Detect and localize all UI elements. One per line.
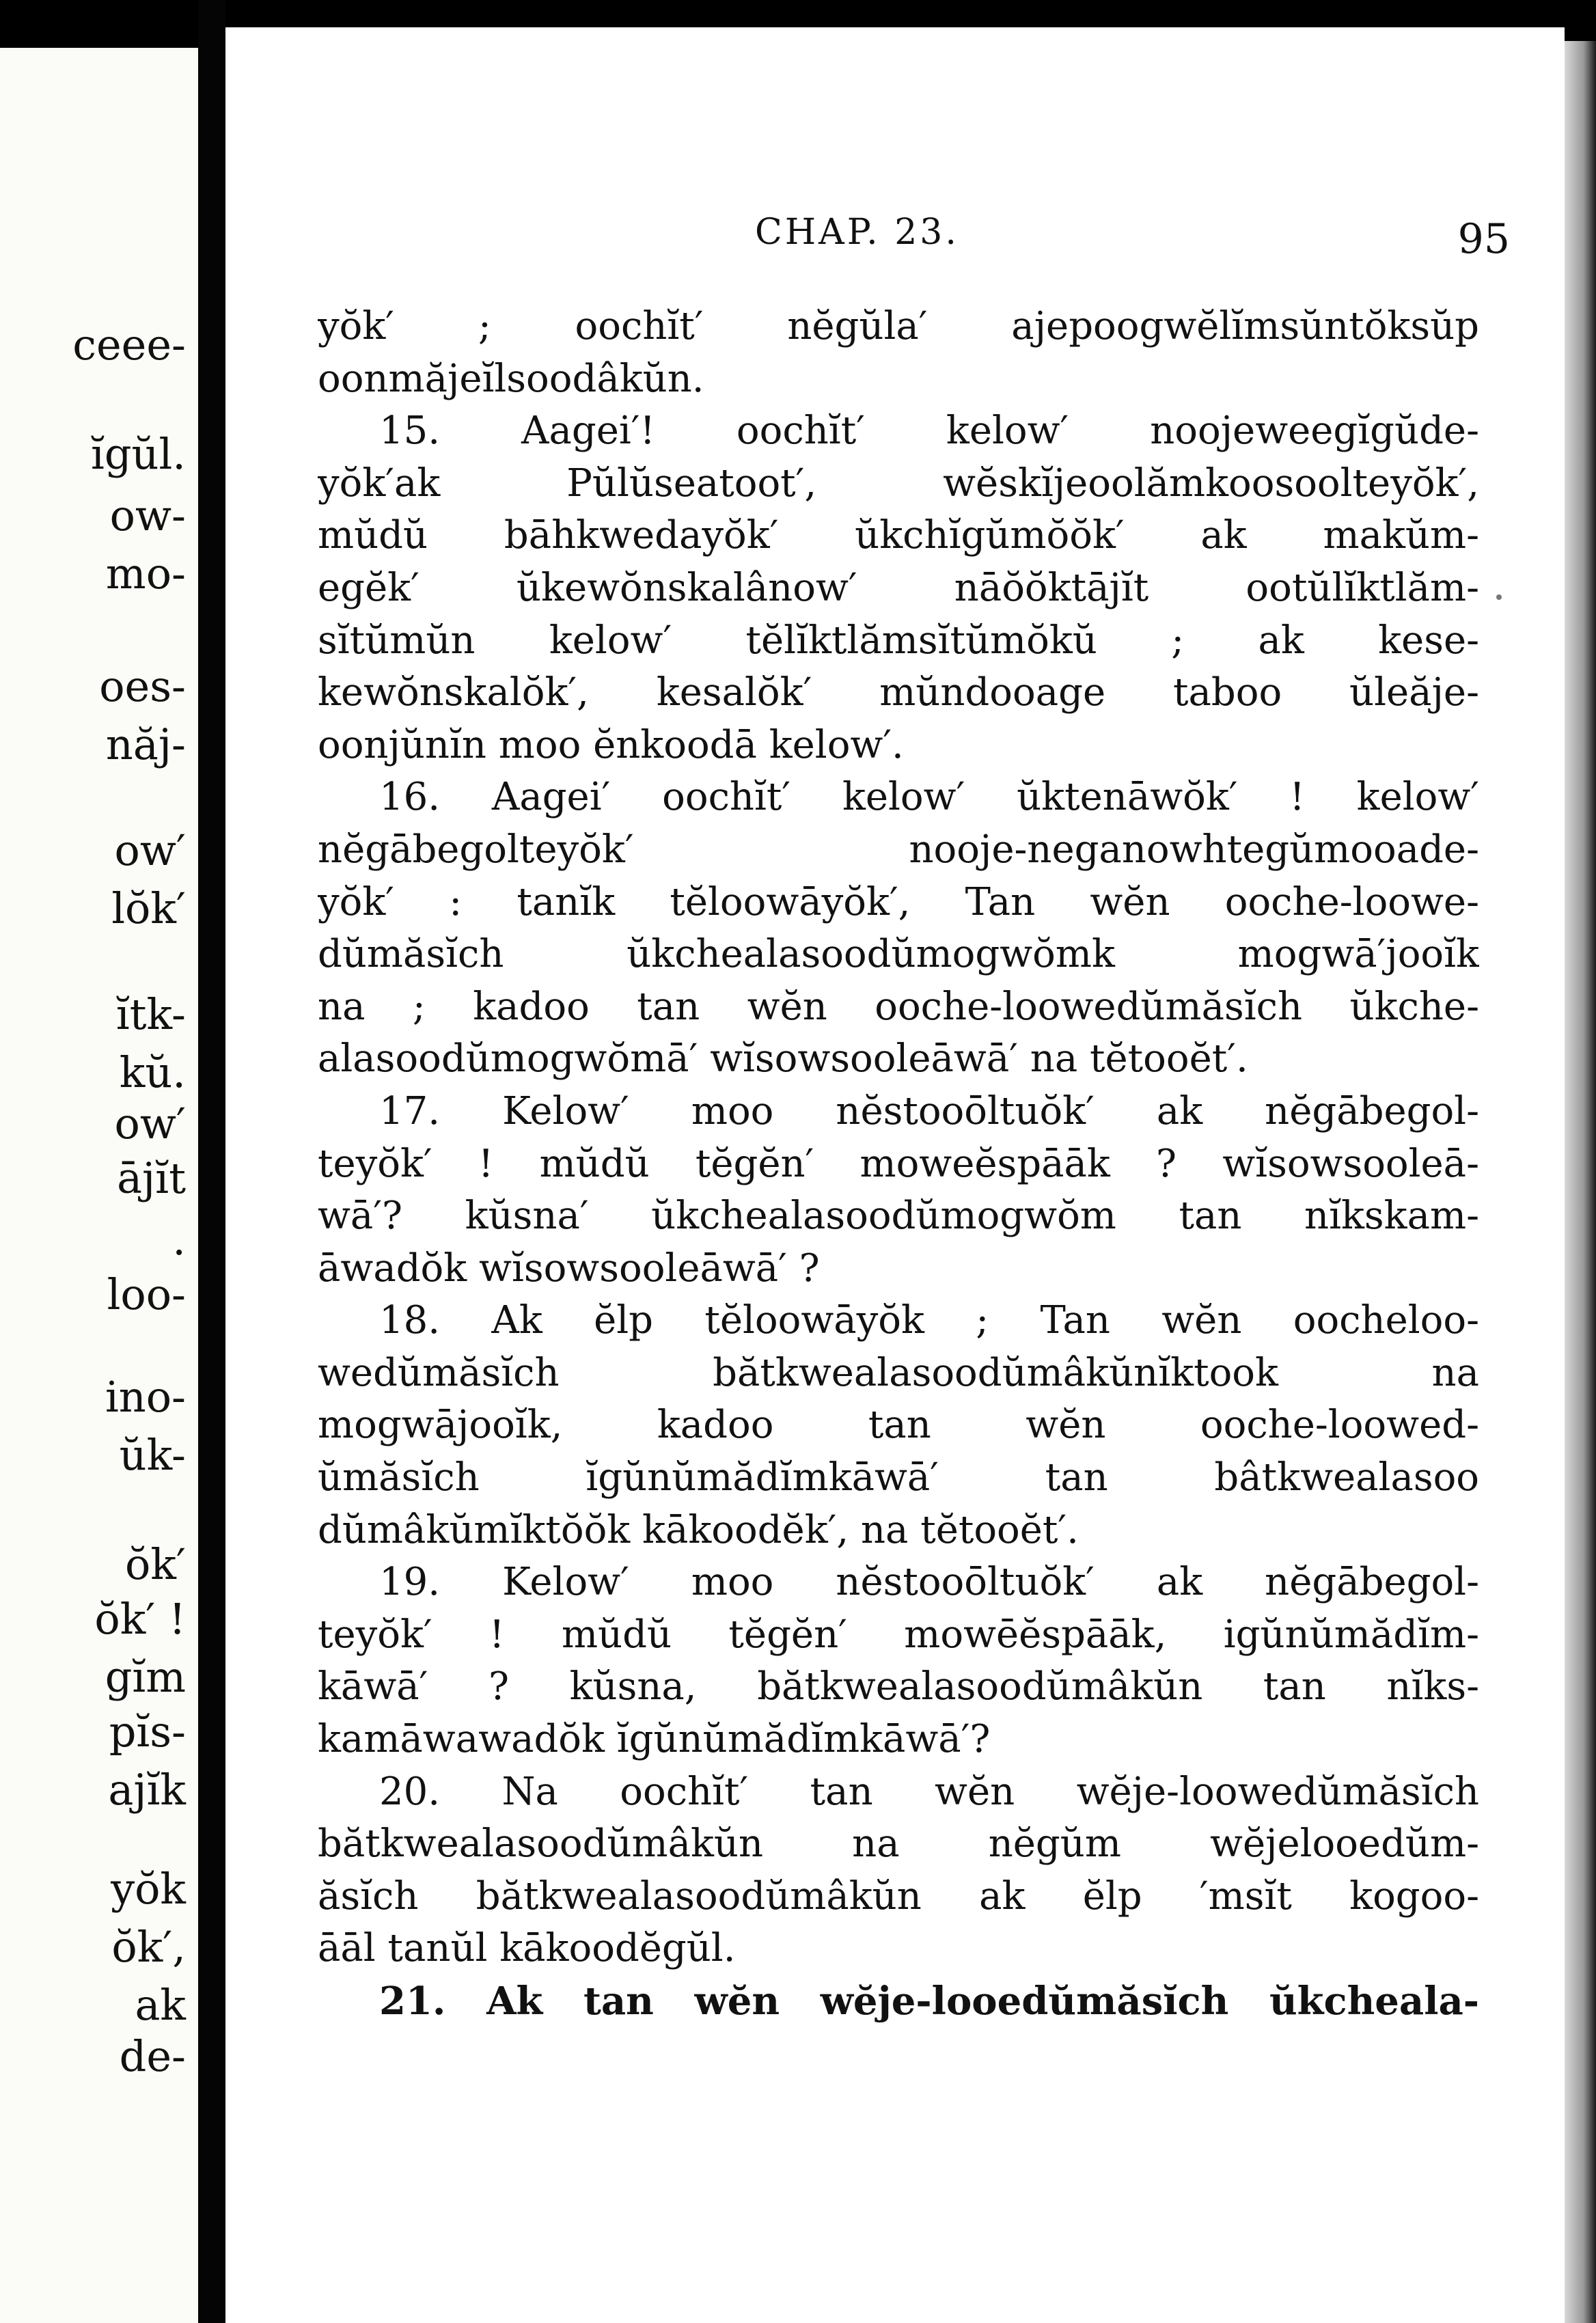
verse-16-start: 16. Aagei′ oochĭt′ kelow′ ŭktenāwŏk′ ! kelow′: [379, 775, 1479, 820]
text-line: kewŏnskalŏk′, kesalŏk′ mŭndooage taboo ŭleăje-: [318, 670, 1479, 715]
verse-18-start: 18. Ak ĕlp tĕloowāyŏk ; Tan wĕn oocheloo-: [379, 1298, 1479, 1343]
page-number: 95: [1457, 215, 1510, 263]
text-line: na ; kadoo tan wĕn ooche-loowedŭmăsĭch ŭkche-: [318, 984, 1479, 1029]
text-line: teyŏk′ ! mŭdŭ tĕgĕn′ mowēĕspāāk, igŭnŭmădĭm-: [318, 1612, 1479, 1657]
verse-21-start: 21. Ak tan wĕn wĕje-looedŭmăsĭch ŭkcheala-: [379, 1979, 1479, 2024]
verse-19-start: 19. Kelow′ moo nĕstooōltuŏk′ ak nĕgābegol-: [379, 1560, 1479, 1605]
text-line: wā′? kŭsna′ ŭkchealasoodŭmogwŏm tan nĭkskam-: [318, 1194, 1479, 1239]
text-line: kāwā′ ? kŭsna, bătkwealasoodŭmâkŭn tan nĭks-: [318, 1664, 1479, 1709]
verse-20-start: 20. Na oochĭt′ tan wĕn wĕje-loowedŭmăsĭch: [379, 1769, 1479, 1814]
left-page-fragment: ŭk-: [119, 1430, 186, 1480]
text-line: yŏk′ak Pŭlŭseatoot′, wĕskĭjeoolămkoosoolteyŏk′,: [318, 461, 1479, 506]
page-edge-shadow: [1565, 41, 1596, 2323]
verse-17-start: 17. Kelow′ moo nĕstooōltuŏk′ ak nĕgābegol-: [379, 1088, 1479, 1133]
text-line: yŏk′ : tanĭk tĕloowāyŏk′, Tan wĕn ooche-loowe-: [318, 879, 1479, 924]
text-line: kamāwawadŏk ĭgŭnŭmădĭmkāwā′?: [318, 1717, 991, 1762]
left-page-fragment: yŏk: [111, 1864, 186, 1914]
text-line: wedŭmăsĭch bătkwealasoodŭmâkŭnĭktook na: [318, 1350, 1479, 1395]
text-line: āwadŏk wĭsowsooleāwā′ ?: [318, 1246, 820, 1291]
left-page-fragment: ĭtk-: [115, 989, 186, 1039]
left-page-fragment: ĭgŭl.: [91, 429, 186, 479]
verse-15-start: 15. Aagei′! oochĭt′ kelow′ noojeweegĭgŭde-: [379, 409, 1479, 454]
left-page-fragment: gĭm: [105, 1652, 186, 1702]
left-page-fragment: ow′: [114, 1099, 186, 1149]
text-line: oonmăjeĭlsoodâkŭn.: [318, 356, 704, 401]
left-page-fragment: loo-: [107, 1269, 186, 1319]
text-line: mŭdŭ bāhkwedayŏk′ ŭkchĭgŭmŏŏk′ ak makŭm-: [318, 513, 1479, 558]
left-page-fragment: ak: [135, 1980, 186, 2030]
left-page-fragment: ŏk′: [125, 1539, 186, 1589]
running-head: CHAP. 23.: [755, 212, 959, 253]
left-page-fragment: năj-: [105, 719, 186, 769]
text-line: ăsĭch bătkwealasoodŭmâkŭn ak ĕlp ′msĭt kogoo-: [318, 1873, 1479, 1919]
left-page-fragment: lŏk′: [111, 883, 186, 933]
text-line: dŭmâkŭmĭktŏŏk kākoodĕk′, na tĕtooĕt′.: [318, 1507, 1079, 1552]
left-page-fragment: ajĭk: [108, 1765, 186, 1815]
text-line: bătkwealasoodŭmâkŭn na nĕgŭm wĕjelooedŭm-: [318, 1822, 1479, 1867]
left-page-fragment: ceee-: [72, 320, 186, 370]
text-line: sĭtŭmŭn kelow′ tĕlĭktlămsĭtŭmŏkŭ ; ak kese-: [318, 618, 1479, 663]
text-line: nĕgābegolteyŏk′ nooje-neganowhtegŭmooade-: [318, 827, 1479, 872]
text-line: yŏk′ ; oochĭt′ nĕgŭla′ ajepoogwĕlĭmsŭntŏksŭp: [318, 304, 1479, 348]
left-page-fragment: oes-: [99, 661, 186, 711]
text-line: dŭmăsĭch ŭkchealasoodŭmogwŏmk mogwā′jooĭk: [318, 932, 1479, 977]
text-line: alasoodŭmogwŏmā′ wĭsowsooleāwā′ na tĕtooĕt′.: [318, 1036, 1248, 1082]
text-line: āāl tanŭl kākoodĕgŭl.: [318, 1926, 736, 1971]
left-page-fragment: mo-: [105, 549, 186, 599]
text-line: ŭmăsĭch ĭgŭnŭmădĭmkāwā′ tan bâtkwealasoo: [318, 1455, 1479, 1500]
text-line: mogwājooĭk, kadoo tan wĕn ooche-loowed-: [318, 1403, 1479, 1448]
left-page-fragment: ow-: [109, 491, 186, 540]
left-page-fragment: ow′: [114, 825, 186, 875]
left-page: [0, 48, 198, 2323]
left-page-fragment: ŏk′,: [111, 1922, 186, 1972]
text-line: egĕk′ ŭkewŏnskalânow′ nāŏŏktājĭt ootŭlĭktlăm-: [318, 565, 1479, 610]
left-page-fragment: ājĭt: [117, 1153, 186, 1203]
margin-mark: [1496, 594, 1502, 600]
text-line: oonjŭnĭn moo ĕnkoodā kelow′.: [318, 722, 904, 767]
text-line: teyŏk′ ! mŭdŭ tĕgĕn′ moweĕspāāk ? wĭsowsooleā-: [318, 1141, 1479, 1186]
left-page-fragment: ino-: [105, 1372, 186, 1422]
page-header: [225, 212, 1565, 266]
page-body-text: [318, 301, 1479, 2028]
left-page-fragment: ŏk′ !: [94, 1594, 186, 1644]
left-page-fragment: kŭ.: [119, 1047, 186, 1097]
book-gutter: [198, 0, 225, 2323]
left-page-fragment: .: [172, 1215, 186, 1265]
left-page-fragment: de-: [119, 2031, 186, 2081]
right-page: [225, 27, 1565, 2323]
left-page-fragment: pĭs-: [109, 1707, 186, 1757]
left-page-fragments: [0, 48, 198, 2323]
